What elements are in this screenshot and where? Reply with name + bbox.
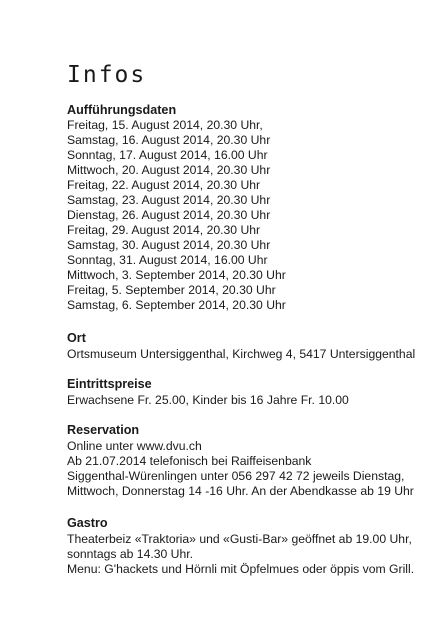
section-heading-performance-dates: Aufführungsdaten — [67, 103, 177, 117]
reservation-line: Siggenthal-Würenlingen unter 056 297 42 72 jeweils Dienstag, — [67, 469, 405, 483]
date-line: Sonntag, 31. August 2014, 16.00 Uhr — [67, 253, 268, 267]
date-line: Sonntag, 17. August 2014, 16.00 Uhr — [67, 148, 268, 162]
reservation-line: Online unter www.dvu.ch — [67, 439, 202, 453]
gastro-line: Menu: G'hackets und Hörnli mit Öpfelmues oder öppis vom Grill. — [67, 562, 415, 576]
section-performance-dates — [67, 102, 427, 313]
date-line: Mittwoch, 3. September 2014, 20.30 Uhr — [67, 268, 286, 282]
section-prices — [67, 376, 427, 408]
date-line: Dienstag, 26. August 2014, 20.30 Uhr — [67, 208, 271, 222]
location-text — [67, 347, 427, 362]
section-gastro — [67, 515, 427, 577]
section-heading-gastro: Gastro — [67, 516, 108, 530]
section-heading-location: Ort — [67, 331, 86, 345]
location-line: Ortsmuseum Untersiggenthal, Kirchweg 4, 5417 Untersiggenthal — [67, 347, 416, 361]
section-reservation — [67, 422, 427, 499]
reservation-line: Ab 21.07.2014 telefonisch bei Raiffeisenbank — [67, 454, 312, 468]
date-line: Freitag, 5. September 2014, 20.30 Uhr — [67, 283, 276, 297]
reservation-line: Mittwoch, Donnerstag 14 -16 Uhr. An der Abendkasse ab 19 Uhr — [67, 484, 414, 498]
prices-line: Erwachsene Fr. 25.00, Kinder bis 16 Jahre Fr. 10.00 — [67, 393, 349, 407]
section-heading-reservation: Reservation — [67, 423, 140, 437]
date-line: Samstag, 23. August 2014, 20.30 Uhr — [67, 193, 271, 207]
reservation-text — [67, 439, 427, 499]
date-line: Samstag, 16. August 2014, 20.30 Uhr — [67, 133, 271, 147]
date-line: Mittwoch, 20. August 2014, 20.30 Uhr — [67, 163, 271, 177]
date-line: Samstag, 6. September 2014, 20.30 Uhr — [67, 298, 286, 312]
date-line: Freitag, 29. August 2014, 20.30 Uhr — [67, 223, 261, 237]
performance-dates-list — [67, 118, 427, 313]
section-heading-prices: Eintrittspreise — [67, 377, 152, 391]
page-title: Infos — [67, 62, 147, 88]
date-line: Freitag, 15. August 2014, 20.30 Uhr, — [67, 118, 263, 132]
gastro-line: Theaterbeiz «Traktoria» und «Gusti-Bar» geöffnet ab 19.00 Uhr, — [67, 532, 412, 546]
prices-text — [67, 393, 427, 408]
date-line: Samstag, 30. August 2014, 20.30 Uhr — [67, 238, 271, 252]
gastro-line: sonntags ab 14.30 Uhr. — [67, 547, 194, 561]
section-location — [67, 330, 427, 362]
date-line: Freitag, 22. August 2014, 20.30 Uhr — [67, 178, 261, 192]
gastro-text — [67, 532, 427, 577]
